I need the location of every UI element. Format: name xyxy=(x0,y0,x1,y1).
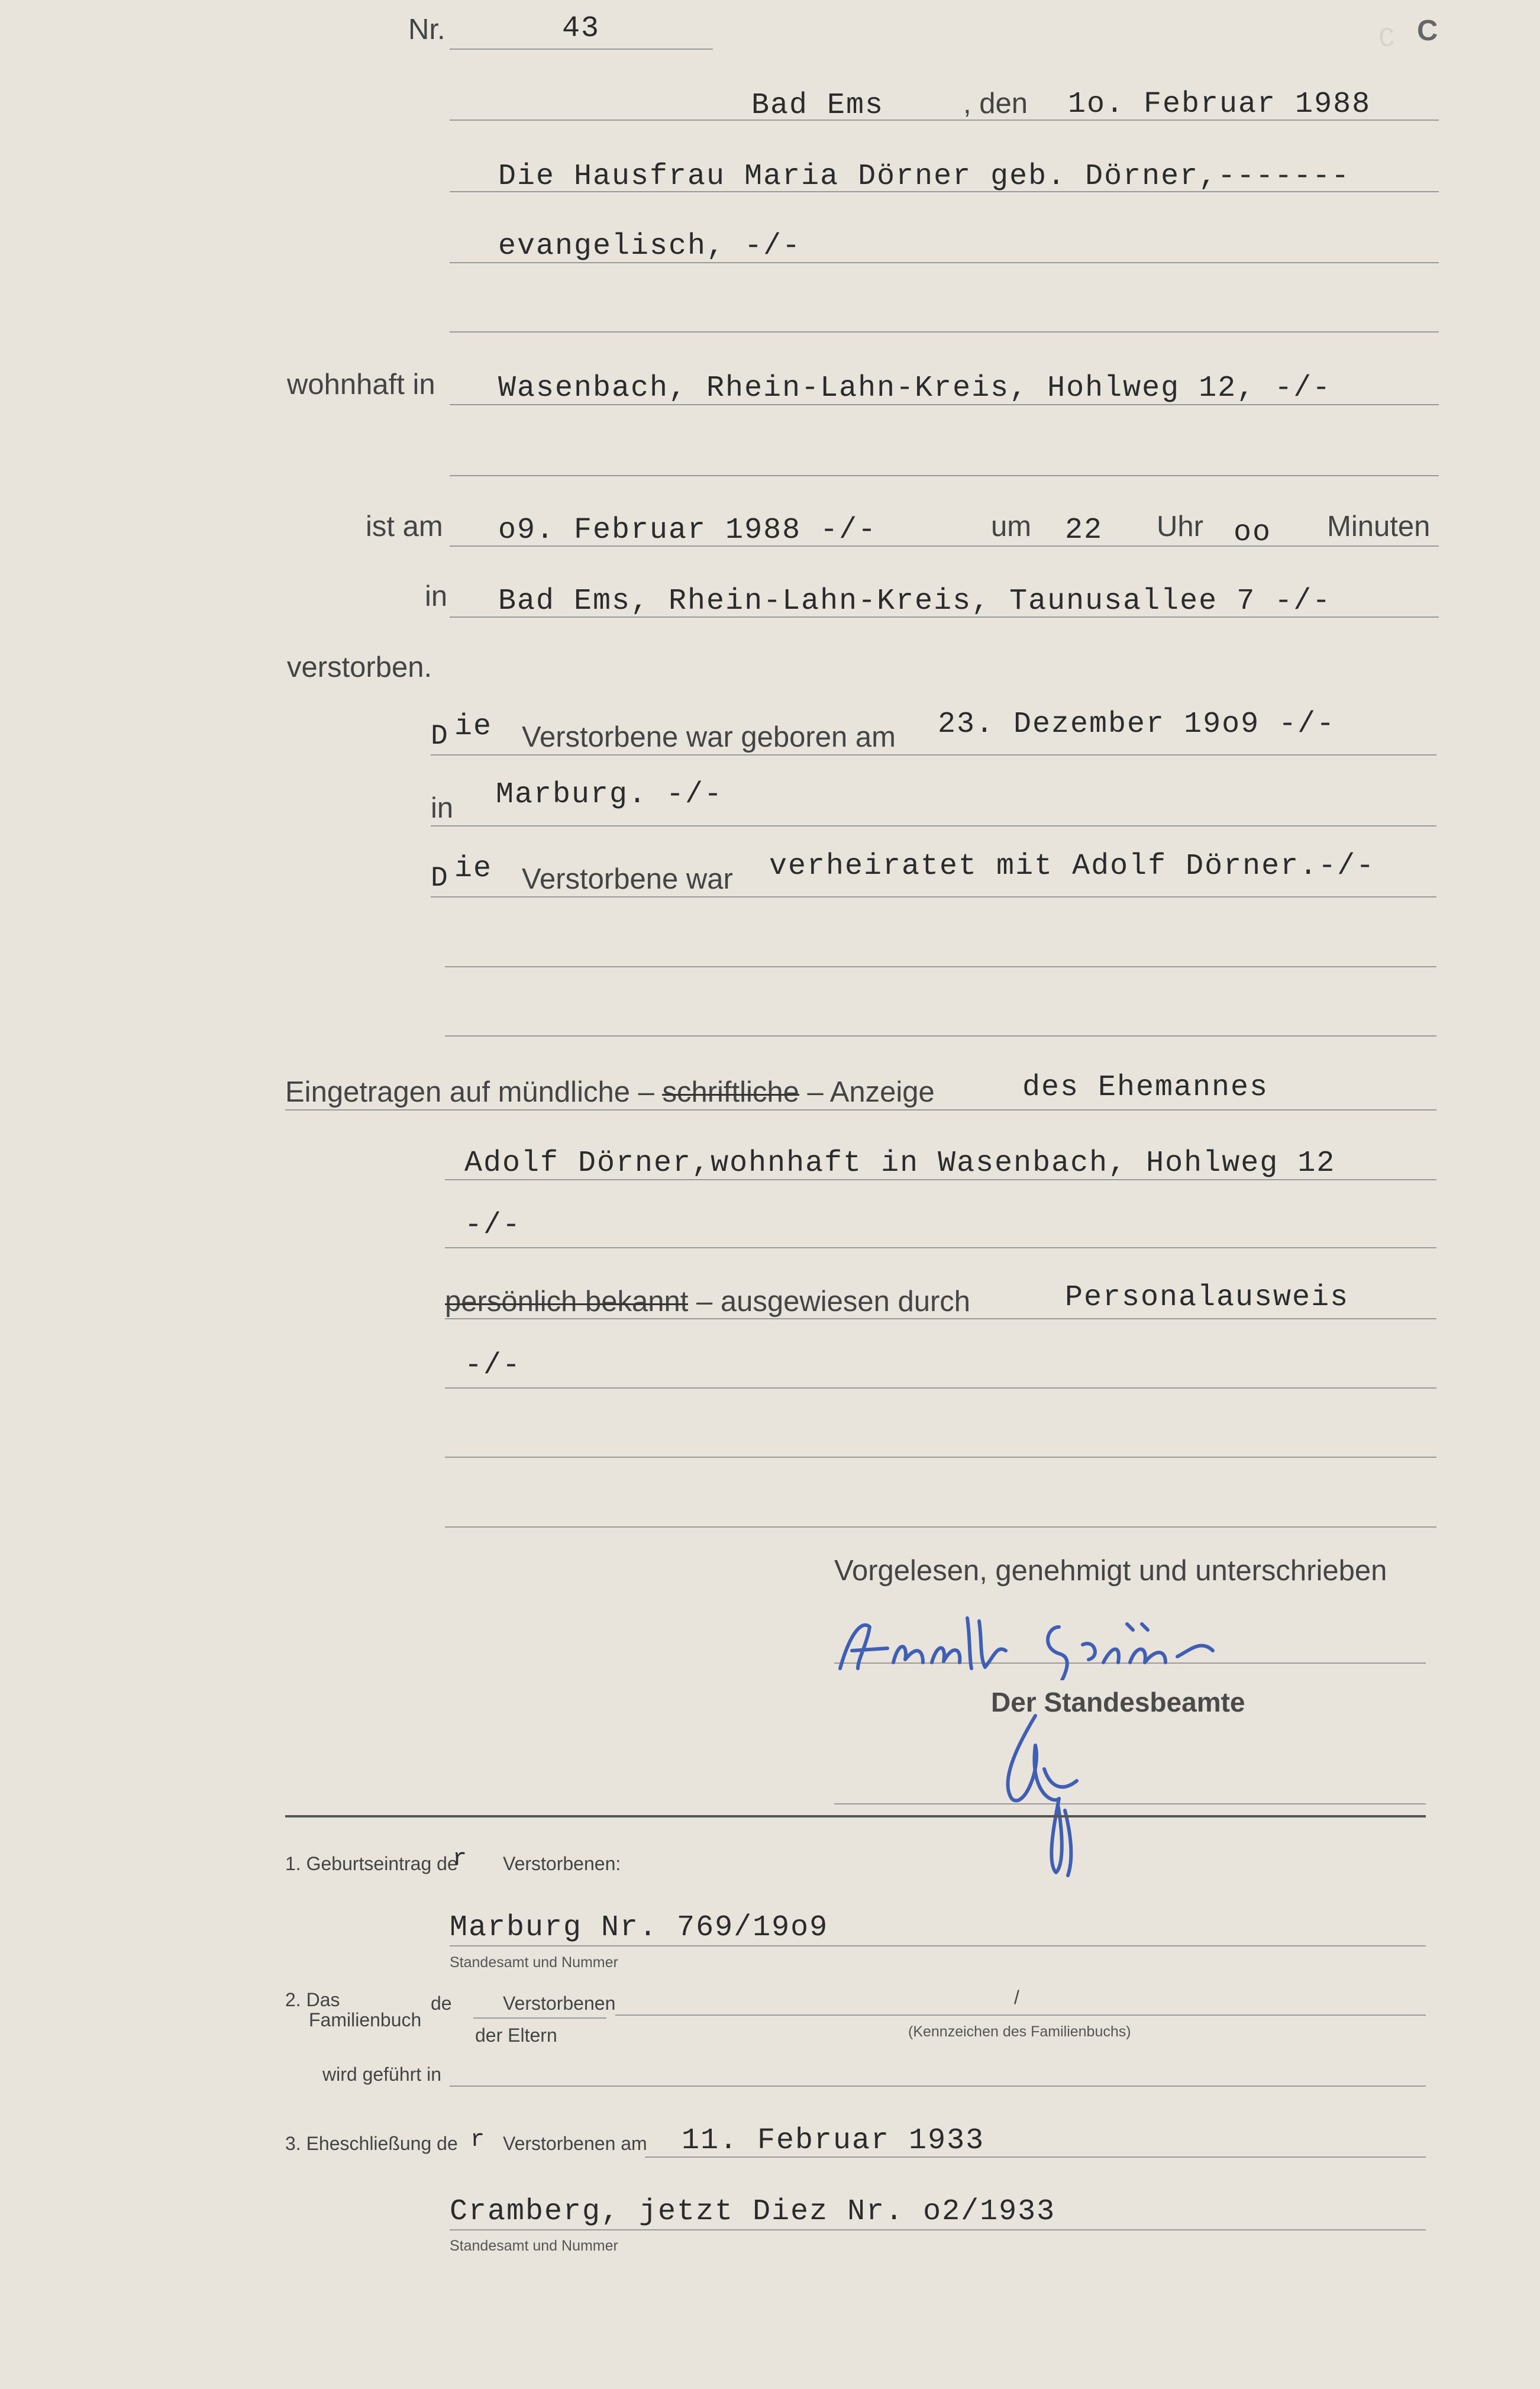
rule-report xyxy=(285,1109,1436,1110)
deceased-line1: Die Hausfrau Maria Dörner geb. Dörner,------- xyxy=(498,160,1351,193)
marital-prefix: D xyxy=(431,863,449,895)
rule-marital3 xyxy=(445,1035,1436,1037)
birth-in-label: in xyxy=(431,792,454,824)
ist-am-label: ist am xyxy=(366,511,443,543)
death-in-label: in xyxy=(425,580,448,612)
birth-date: 23. Dezember 19o9 -/- xyxy=(938,708,1336,741)
item1-value: Marburg Nr. 769/19o9 xyxy=(450,1911,829,1945)
rule-item2 xyxy=(615,2014,1426,2016)
item3-label2: Verstorbenen am xyxy=(503,2133,647,2154)
bleed-through: C xyxy=(1378,24,1395,54)
item2-label-b: Familienbuch xyxy=(309,2009,422,2030)
rule-item2-wird xyxy=(450,2085,1426,2087)
birth-prefix: D xyxy=(431,721,449,753)
item2-label-a: 2. Das xyxy=(285,1989,340,2010)
item3-suffix: r xyxy=(470,2127,486,2154)
id-value2: -/- xyxy=(464,1349,522,1383)
item2-wird: wird geführt in xyxy=(322,2064,441,2085)
rule-report3 xyxy=(445,1247,1436,1248)
id-label xyxy=(445,1285,970,1318)
nr-label: Nr. xyxy=(408,14,445,46)
rule-l2 xyxy=(450,262,1439,263)
rule-id4 xyxy=(445,1526,1436,1528)
deceased-line2: evangelisch, -/- xyxy=(498,230,802,263)
rule-official xyxy=(834,1803,1426,1804)
signature-standesbeamte xyxy=(994,1710,1112,1881)
item3-date: 11. Februar 1933 xyxy=(682,2124,985,2158)
item2-de: de xyxy=(431,1993,452,2014)
nr-rule xyxy=(450,49,713,50)
item3-label: 3. Eheschließung de xyxy=(285,2133,458,2154)
rule-marital xyxy=(431,896,1436,898)
birth-place: Marburg. -/- xyxy=(496,778,724,812)
item2-slash: / xyxy=(1014,1987,1019,2008)
birth-prefix-suffix: ie xyxy=(454,710,493,744)
rule-item3b xyxy=(450,2229,1426,2230)
item3-value: Cramberg, jetzt Diez Nr. o2/1933 xyxy=(450,2195,1056,2229)
den-label: , den xyxy=(963,88,1028,120)
report-value2: Adolf Dörner,wohnhaft in Wasenbach, Hohlweg 12 xyxy=(464,1147,1336,1180)
rule-birth-place xyxy=(431,825,1436,827)
report-value3: -/- xyxy=(464,1209,522,1242)
item3-caption: Standesamt und Nummer xyxy=(450,2238,618,2254)
report-label xyxy=(285,1076,935,1109)
id-struck: persönlich bekannt xyxy=(445,1286,689,1318)
item2-caption: (Kennzeichen des Familienbuchs) xyxy=(908,2023,1131,2040)
marital-value: verheiratet mit Adolf Dörner.-/- xyxy=(769,850,1376,883)
rule-death-place xyxy=(450,616,1439,618)
birth-label: Verstorbene war geboren am xyxy=(522,721,896,753)
residence-label: wohnhaft in xyxy=(287,369,435,401)
nr-value: 43 xyxy=(562,12,600,46)
item1-caption: Standesamt und Nummer xyxy=(450,1954,618,1971)
report-label-end: – Anzeige xyxy=(807,1076,935,1108)
death-minutes: oo xyxy=(1234,516,1272,550)
report-label-struck: schriftliche xyxy=(662,1076,799,1108)
rule-death xyxy=(450,545,1439,547)
item1-suffix: r xyxy=(453,1846,469,1873)
report-value1: des Ehemannes xyxy=(1022,1071,1269,1105)
uhr-label: Uhr xyxy=(1157,511,1203,543)
corner-letter: C xyxy=(1417,15,1438,47)
death-hour: 22 xyxy=(1065,514,1103,547)
rule-id3 xyxy=(445,1457,1436,1458)
rule-item1 xyxy=(450,1945,1426,1946)
rule-marital2 xyxy=(445,966,1436,967)
item2-opt1: Verstorbenen xyxy=(503,1993,616,2014)
marital-label: Verstorbene war xyxy=(522,863,733,895)
verstorben-label: verstorben. xyxy=(287,651,432,683)
closing-text: Vorgelesen, genehmigt und unterschrieben xyxy=(834,1555,1387,1587)
marital-prefix-suffix: ie xyxy=(454,852,493,886)
minuten-label: Minuten xyxy=(1327,511,1431,543)
rule-birth xyxy=(431,754,1436,756)
rule-res2 xyxy=(450,475,1439,476)
item1-label: 1. Geburtseintrag de xyxy=(285,1853,458,1874)
rule-id xyxy=(445,1318,1436,1319)
residence-value: Wasenbach, Rhein-Lahn-Kreis, Hohlweg 12, -/- xyxy=(498,372,1332,405)
footer-divider xyxy=(285,1815,1426,1817)
date-rule xyxy=(450,120,1439,121)
date-value: 1o. Februar 1988 xyxy=(1068,88,1371,121)
rule-res xyxy=(450,404,1439,405)
death-date: o9. Februar 1988 -/- xyxy=(498,514,877,547)
rule-item2-opt xyxy=(473,2017,606,2019)
um-label: um xyxy=(991,511,1032,543)
rule-item3 xyxy=(645,2156,1426,2158)
id-label-text: – ausgewiesen durch xyxy=(696,1286,971,1318)
item1-label2: Verstorbenen: xyxy=(503,1853,621,1874)
rule-id2 xyxy=(445,1387,1436,1389)
rule-l1 xyxy=(450,191,1439,192)
id-value: Personalausweis xyxy=(1065,1281,1349,1315)
place-value: Bad Ems xyxy=(751,89,884,122)
report-label-start: Eingetragen auf mündliche – xyxy=(285,1076,654,1108)
signature-adolf-doerner xyxy=(834,1603,1307,1680)
item2-opt2: der Eltern xyxy=(475,2025,557,2046)
rule-l3 xyxy=(450,331,1439,332)
official-label: Der Standesbeamte xyxy=(991,1687,1245,1718)
rule-report2 xyxy=(445,1179,1436,1180)
death-place: Bad Ems, Rhein-Lahn-Kreis, Taunusallee 7 -/- xyxy=(498,585,1332,618)
